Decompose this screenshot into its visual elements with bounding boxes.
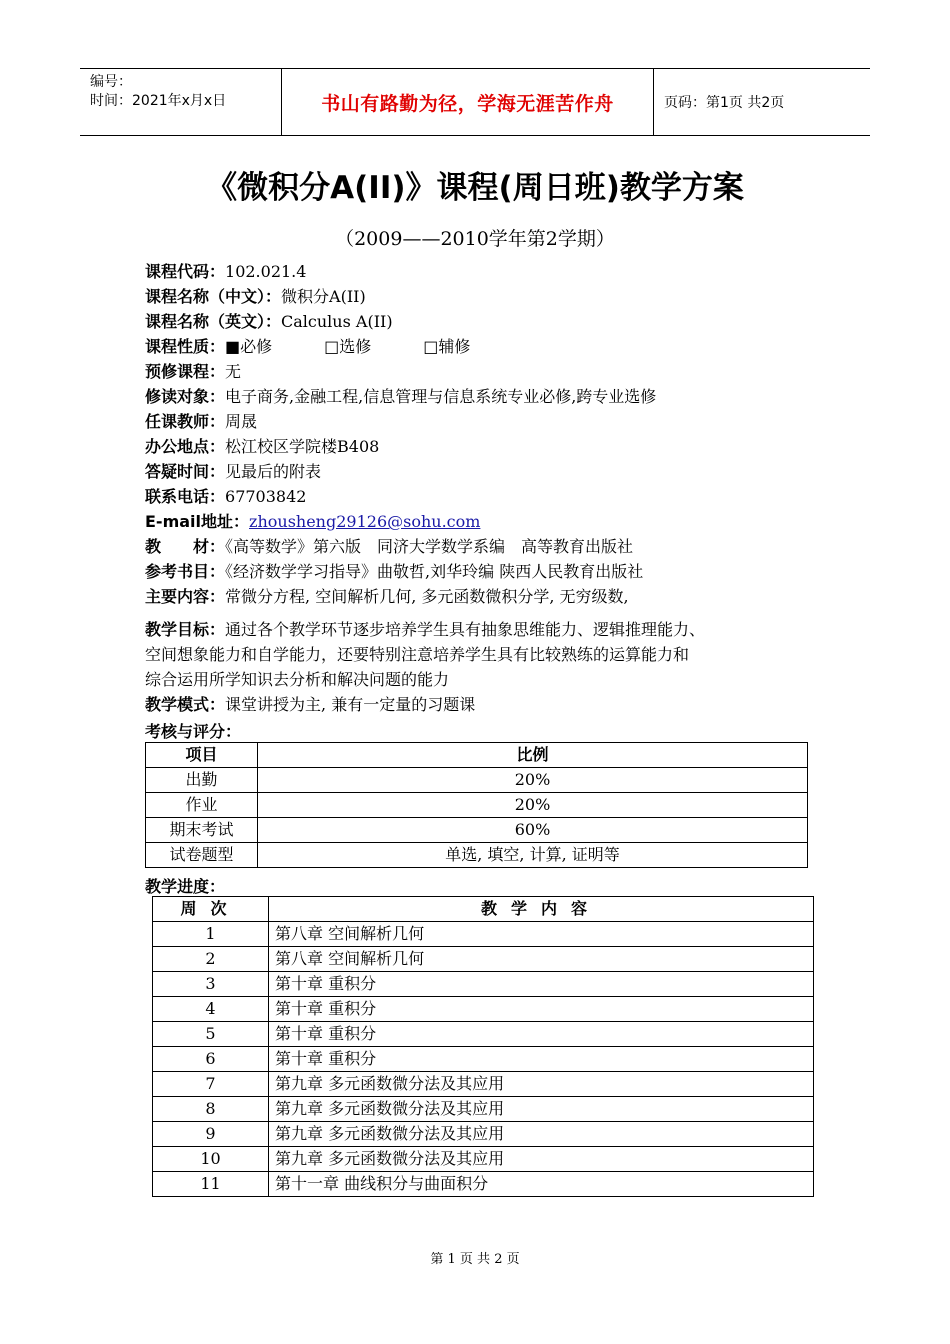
field-teacher: 任课教师：周晟 <box>145 412 258 431</box>
table-row: 试卷题型 单选, 填空, 计算, 证明等 <box>146 843 808 868</box>
header-meta <box>80 69 282 135</box>
field-phone: 联系电话：67703842 <box>145 487 307 506</box>
table-row: 5 第十章 重积分 <box>153 1022 814 1047</box>
assessment-table <box>145 742 808 868</box>
schedule-heading: 教学进度： <box>145 877 226 896</box>
field-office: 办公地点：松江校区学院楼B408 <box>145 437 380 456</box>
table-header-row <box>146 743 808 768</box>
course-info <box>145 259 825 717</box>
field-target-students: 修读对象：电子商务,金融工程,信息管理与信息系统专业必修,跨专业选修 <box>145 387 657 406</box>
field-teaching-mode: 教学模式：课堂讲授为主, 兼有一定量的习题课 <box>145 695 476 714</box>
table-row: 9 第九章 多元函数微分法及其应用 <box>153 1122 814 1147</box>
column-header: 项目 <box>146 743 258 768</box>
field-qa-time: 答疑时间：见最后的附表 <box>145 462 322 481</box>
page-footer: 第 1 页 共 2 页 <box>430 1252 520 1267</box>
table-row: 7 第九章 多元函数微分法及其应用 <box>153 1072 814 1097</box>
field-main-content: 主要内容：常微分方程, 空间解析几何, 多元函数微积分学, 无穷级数, <box>145 587 629 606</box>
field-course-nature: 课程性质：■必修 □选修 □辅修 <box>145 337 471 356</box>
document-subtitle: （2009——2010学年第2学期） <box>335 228 615 250</box>
table-row: 6 第十章 重积分 <box>153 1047 814 1072</box>
field-teaching-goal: 教学目标：通过各个教学环节逐步培养学生具有抽象思维能力、逻辑推理能力、 空间想象能力和自学能力，还要特别注意培养学生具有比较熟练的运算能力和 综合运用所学知识去分析和解决问题的能力 <box>145 620 706 689</box>
table-row: 11 第十一章 曲线积分与曲面积分 <box>153 1172 814 1197</box>
table-row: 3 第十章 重积分 <box>153 972 814 997</box>
email-link[interactable]: zhousheng29126@sohu.com <box>249 512 481 531</box>
field-reference: 参考书目：《经济数学学习指导》曲敬哲,刘华玲编 陕西人民教育出版社 <box>145 562 644 581</box>
field-course-name-en: 课程名称（英文）：Calculus A(II) <box>145 312 393 331</box>
table-row: 10 第九章 多元函数微分法及其应用 <box>153 1147 814 1172</box>
nature-required-checkbox: ■必修 <box>225 337 273 356</box>
time-label: 时间：2021年x月x日 <box>90 93 227 109</box>
column-header: 比例 <box>258 743 808 768</box>
column-header: 周次 <box>153 897 269 922</box>
table-row: 8 第九章 多元函数微分法及其应用 <box>153 1097 814 1122</box>
header-motto: 书山有路勤为径，学海无涯苦作舟 <box>282 69 654 135</box>
table-row: 1 第八章 空间解析几何 <box>153 922 814 947</box>
column-header: 教学内容 <box>269 897 814 922</box>
schedule-table <box>152 896 814 1197</box>
field-prerequisite: 预修课程：无 <box>145 362 242 381</box>
document-title: 《微积分A(II)》课程(周日班)教学方案 <box>206 170 744 206</box>
page-header <box>80 68 870 136</box>
field-textbook: 教 材：《高等数学》第六版 同济大学数学系编 高等教育出版社 <box>145 537 634 556</box>
table-row: 2 第八章 空间解析几何 <box>153 947 814 972</box>
assessment-heading: 考核与评分： <box>145 722 242 741</box>
table-row: 期末考试 60% <box>146 818 808 843</box>
table-header-row <box>153 897 814 922</box>
number-label: 编号： <box>90 74 132 90</box>
table-row: 4 第十章 重积分 <box>153 997 814 1022</box>
header-page-number: 页码：第1页 共2页 <box>664 95 785 111</box>
nature-minor-checkbox: □辅修 <box>423 337 471 356</box>
field-course-name-cn: 课程名称（中文）：微积分A(II) <box>145 287 366 306</box>
field-email: E-mail地址：zhousheng29126@sohu.com <box>145 512 481 531</box>
table-row: 作业 20% <box>146 793 808 818</box>
table-row: 出勤 20% <box>146 768 808 793</box>
nature-elective-checkbox: □选修 <box>324 337 372 356</box>
field-course-code: 课程代码：102.021.4 <box>145 262 307 281</box>
